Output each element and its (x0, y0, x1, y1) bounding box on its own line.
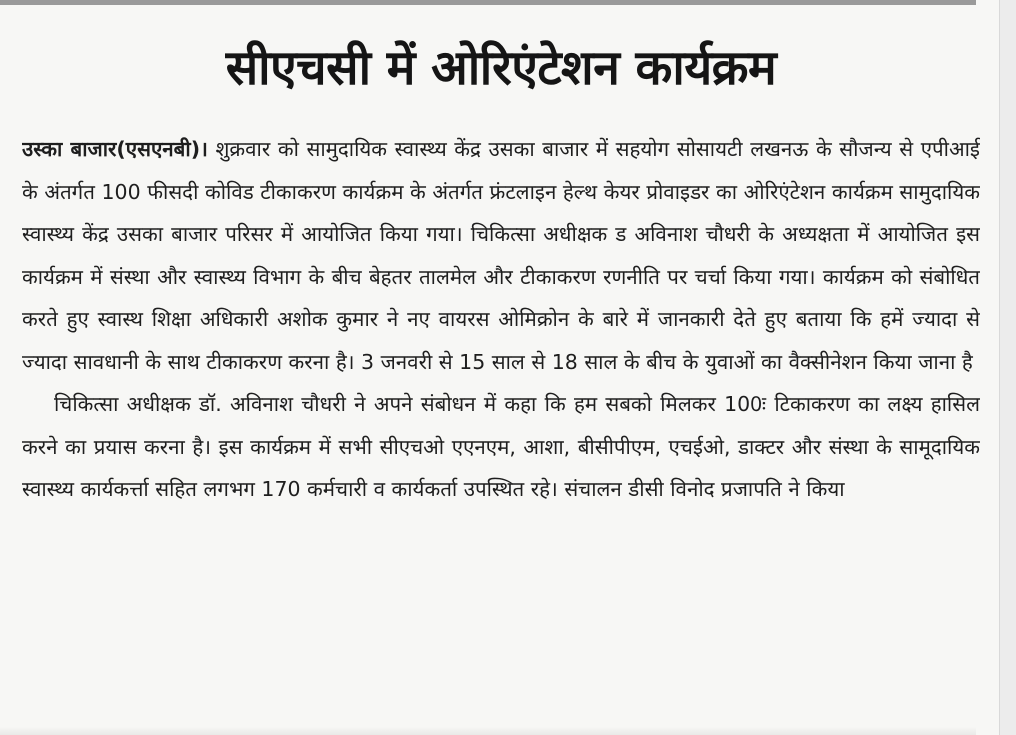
next-column-bleed (0, 727, 976, 735)
page-edge (999, 0, 1016, 735)
article-paragraph-2: चिकित्सा अधीक्षक डॉ. अविनाश चौधरी ने अपने संबोधन में कहा कि हम सबको मिलकर 100ः टिकाकरण का लक्ष्य हासिल करने का प्रयास करना है। इस कार्यक्रम में सभी सीएचओ एएनएम, आशा, बीसीपीएम, एचईओ, डाक्टर और संस्था के सामूदायिक स्वास्थ्य कार्यकर्त्ता सहित लगभग 170 कर्मचारी व कार्यकर्ता उपस्थित रहे। संचालन डीसी विनोद प्रजापति ने किया (22, 392, 980, 501)
top-border-rule (0, 0, 976, 5)
article-dateline: उस्का बाजार(एसएनबी)। (22, 137, 208, 161)
article-headline: सीएचसी में ओरिएंटेशन कार्यक्रम (225, 40, 777, 96)
news-clipping (22, 22, 980, 735)
paragraph-1-body: शुक्रवार को सामुदायिक स्वास्थ्य केंद्र उसका बाजार में सहयोग सोसायटी लखनऊ के सौजन्य से एपीआई के अंतर्गत 100 फीसदी कोविड टीकाकरण कार्यक्रम के अंतर्गत फ्रंटलाइन हेल्थ केयर प्रोवाइडर का ओरिएंटेशन कार्यक्रम सामुदायिक स्वास्थ्य केंद्र उसका बाजार परिसर में आयोजित किया गया। चिकित्सा अधीक्षक ड अविनाश चौधरी के अध्यक्षता में आयोजित इस कार्यक्रम में संस्था और स्वास्थ्य विभाग के बीच बेहतर तालमेल और टीकाकरण रणनीति पर चर्चा किया गया। कार्यक्रम को संबोधित करते हुए स्वास्थ शिक्षा अधिकारी अशोक कुमार ने नए वायरस ओमिक्रोन के बारे में जानकारी देते हुए बताया कि हमें ज्यादा से ज्यादा सावधानी के साथ टीकाकरण करना है। 3 जनवरी से 15 साल से 18 साल के बीच के युवाओं का वैक्सीनेशन किया जाना है (22, 137, 980, 374)
article-paragraph-1 (22, 128, 980, 383)
